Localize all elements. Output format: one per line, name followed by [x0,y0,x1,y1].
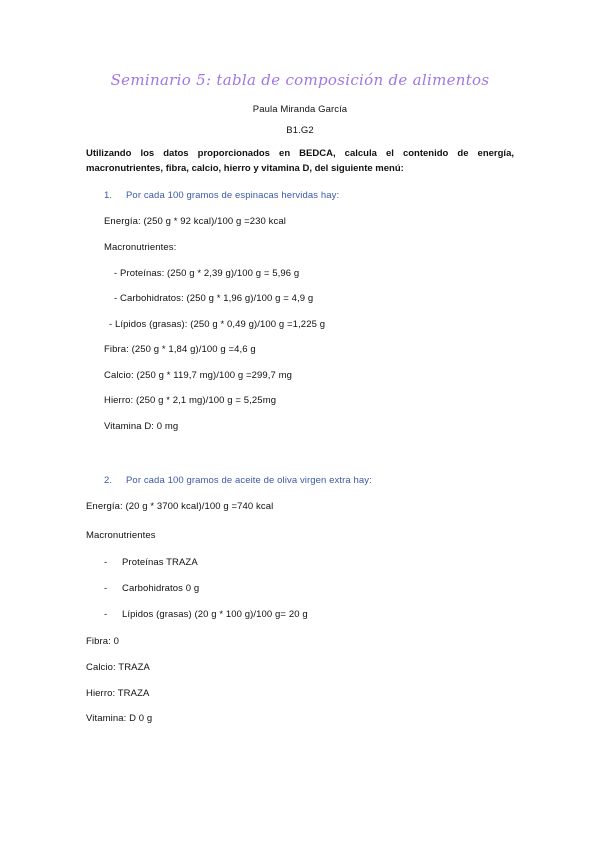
section2-heading [104,475,372,487]
section2-bullet-carbohidratos: - [104,583,108,594]
section1-macro-label: Macronutrientes: [104,242,177,253]
section1-heading [104,190,339,202]
section2-proteinas: Proteínas TRAZA [122,557,198,568]
section1-fibra: Fibra: (250 g * 1,84 g)/100 g =4,6 g [104,344,256,355]
section2-energia: Energía: (20 g * 3700 kcal)/100 g =740 kcal [86,501,274,512]
section2-hierro: Hierro: TRAZA [86,688,150,699]
section2-bullet-proteinas: - [104,557,108,568]
section2-number: 2. [104,475,113,486]
section2-lipidos: Lípidos (grasas) (20 g * 100 g)/100 g= 20 g [122,609,308,620]
section2-calcio: Calcio: TRAZA [86,662,150,673]
author-name: Paula Miranda García [252,104,348,115]
section2-carbohidratos: Carbohidratos 0 g [122,583,200,594]
section1-vitamina: Vitamina D: 0 mg [104,421,179,432]
section2-bullet-lipidos: - [104,609,108,620]
section1-hierro: Hierro: (250 g * 2,1 mg)/100 g = 5,25mg [104,395,277,406]
section2-fibra: Fibra: 0 [86,636,120,647]
section2-vitamina: Vitamina: D 0 g [86,713,153,724]
section1-carbohidratos: - Carbohidratos: (250 g * 1,96 g)/100 g = 4,9 g [114,293,314,304]
intro-paragraph: Utilizando los datos proporcionados en BEDCA, calcula el contenido de energía, macronutrientes, fibra, calcio, hierro y vitamina D, del siguiente menú: [86,148,514,174]
section1-calcio: Calcio: (250 g * 119,7 mg)/100 g =299,7 mg [104,370,293,381]
section1-number: 1. [104,190,113,201]
document-title: Seminario 5: tabla de composición de alimentos [110,71,490,89]
section1-lipidos: - Lípidos (grasas): (250 g * 0,49 g)/100 g =1,225 g [109,319,326,330]
group-code: B1.G2 [286,125,314,136]
section2-macro-label: Macronutrientes [86,530,156,541]
section1-energia: Energía: (250 g * 92 kcal)/100 g =230 kcal [104,216,286,227]
section1-proteinas: - Proteínas: (250 g * 2,39 g)/100 g = 5,96 g [114,268,300,279]
section1-heading-text: Por cada 100 gramos de espinacas hervidas hay: [126,190,340,201]
section2-heading-text: Por cada 100 gramos de aceite de oliva virgen extra hay: [126,475,372,486]
